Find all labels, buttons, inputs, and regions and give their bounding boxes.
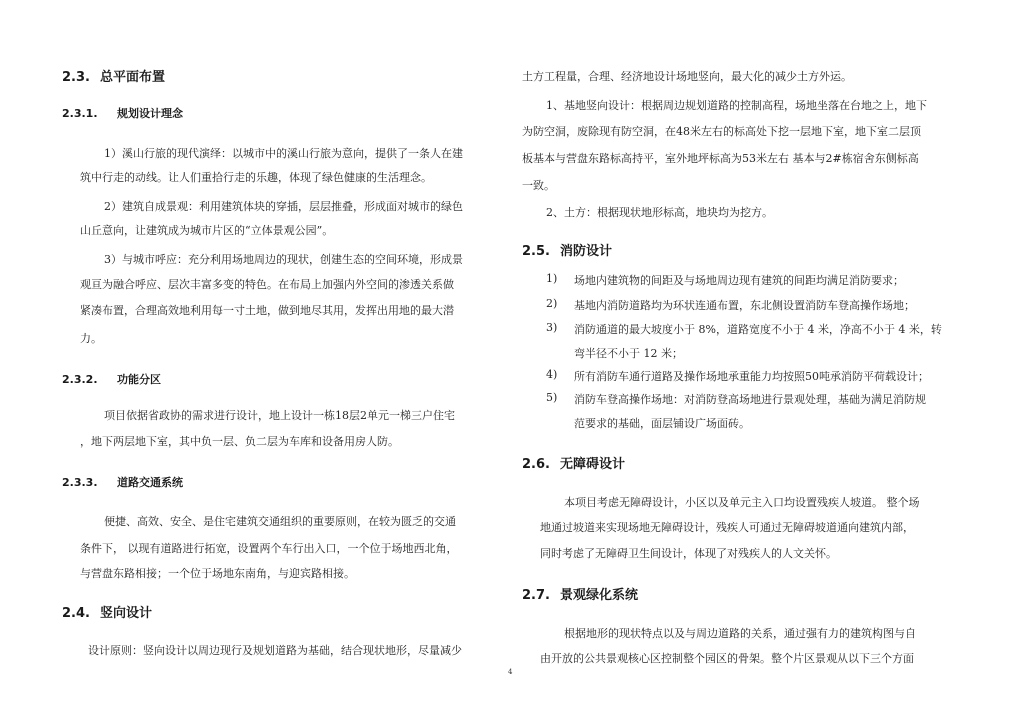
paragraph-line: ，地下两层地下室，其中负一层、负二层为车库和设备用房人防。 (80, 435, 399, 448)
page-number: 4 (508, 668, 513, 676)
list-number: 2) (546, 297, 558, 310)
paragraph-line: 为防空洞，废除现有防空洞，在48米左右的标高处下挖一层地下室，地下室二层顶 (522, 125, 921, 138)
list-number: 4) (546, 368, 558, 381)
heading-title: 景观绿化系统 (560, 588, 639, 603)
paragraph-line: 观亘为融合呼应、层次丰富多变的特色。在布局上加强内外空间的渗透关系做 (80, 278, 454, 291)
heading-title: 总平面布置 (100, 70, 166, 85)
heading-title: 消防设计 (560, 244, 613, 259)
heading-2-3-3 (62, 474, 183, 490)
list-item: 消防通道的最大坡度小于 8%，道路宽度不小于 4 米，净高不小于 4 米，转 (574, 323, 942, 336)
paragraph-line: 山丘意向，让建筑成为城市片区的“立体景观公园”。 (80, 224, 334, 237)
list-number: 3) (546, 321, 558, 334)
paragraph-line: 土方工程量，合理、经济地设计场地竖向，最大化的减少土方外运。 (522, 70, 852, 83)
list-item: 消防车登高操作场地：对消防登高场地进行景观处理，基础为满足消防规 (574, 393, 926, 406)
heading-title: 规划设计理念 (117, 107, 183, 120)
heading-number: 2.3.1. (62, 107, 98, 120)
paragraph-line: 3）与城市呼应：充分利用场地周边的现状，创建生态的空间环境，形成景 (104, 253, 463, 266)
paragraph-line: 条件下， 以现有道路进行拓宽，设置两个车行出入口，一个位于场地西北角， (80, 542, 458, 555)
heading-number: 2.3. (62, 70, 90, 85)
heading-2-6 (522, 453, 625, 472)
heading-2-7 (522, 584, 638, 603)
paragraph-line: 本项目考虑无障碍设计，小区以及单元主入口均设置残疾人坡道。 整个场 (564, 496, 920, 509)
list-item-continued: 弯半径不小于 12 米； (574, 347, 683, 360)
heading-2-3-1 (62, 105, 183, 121)
paragraph-line: 一致。 (522, 179, 555, 192)
paragraph-line: 由开放的公共景观核心区控制整个园区的骨架。整个片区景观从以下三个方面 (540, 652, 914, 665)
heading-number: 2.3.2. (62, 373, 98, 386)
list-item: 基地内消防道路均为环状连通布置，东北侧设置消防车登高操作场地； (574, 299, 915, 312)
heading-number: 2.4. (62, 606, 90, 621)
heading-2-3 (62, 66, 165, 85)
paragraph-line: 便捷、高效、安全、是住宅建筑交通组织的重要原则，在较为匮乏的交通 (104, 515, 456, 528)
heading-number: 2.5. (522, 244, 550, 259)
heading-title: 道路交通系统 (117, 476, 183, 489)
list-item: 所有消防车通行道路及操作场地承重能力均按照50吨承消防平荷载设计； (574, 370, 929, 383)
paragraph-line: 1）溪山行旅的现代演绎：以城市中的溪山行旅为意向，提供了一条人在建 (104, 147, 463, 160)
paragraph-line: 筑中行走的动线。让人们重拾行走的乐趣，体现了绿色健康的生活理念。 (80, 171, 432, 184)
heading-number: 2.6. (522, 457, 550, 472)
paragraph-line: 设计原则：竖向设计以周边现行及规划道路为基础，结合现状地形，尽量减少 (88, 644, 462, 657)
list-item: 场地内建筑物的间距及与场地周边现有建筑的间距均满足消防要求； (574, 274, 904, 287)
heading-title: 无障碍设计 (560, 457, 626, 472)
heading-2-5 (522, 240, 612, 259)
heading-2-4 (62, 602, 152, 621)
heading-title: 功能分区 (117, 373, 161, 386)
list-number: 1) (546, 272, 558, 285)
paragraph-line: 同时考虑了无障碍卫生间设计，体现了对残疾人的人文关怀。 (540, 547, 837, 560)
paragraph-line: 紧凑布置，合理高效地利用每一寸土地，做到地尽其用，发挥出用地的最大潜 (80, 304, 454, 317)
heading-title: 竖向设计 (100, 606, 153, 621)
paragraph-line: 项目依据省政协的需求进行设计，地上设计一栋18层2单元一梯三户住宅 (104, 409, 455, 422)
paragraph-line: 地通过坡道来实现场地无障碍设计，残疾人可通过无障碍坡道通向建筑内部， (540, 521, 914, 534)
paragraph-line: 力。 (80, 332, 102, 345)
paragraph-line: 2、土方：根据现状地形标高，地块均为挖方。 (546, 206, 773, 219)
paragraph-line: 板基本与营盘东路标高持平，室外地坪标高为53米左右 基本与2#栋宿舍东侧标高 (522, 152, 919, 165)
heading-2-3-2 (62, 371, 161, 387)
list-number: 5) (546, 391, 558, 404)
paragraph-line: 根据地形的现状特点以及与周边道路的关系，通过强有力的建筑构图与自 (564, 627, 916, 640)
list-item-continued: 范要求的基础，面层铺设广场面砖。 (574, 417, 750, 430)
paragraph-line: 与营盘东路相接；一个位于场地东南角，与迎宾路相接。 (80, 567, 355, 580)
paragraph-line: 1、基地竖向设计：根据周边规划道路的控制高程，场地坐落在台地之上，地下 (546, 99, 927, 112)
heading-number: 2.7. (522, 588, 550, 603)
paragraph-line: 2）建筑自成景观：利用建筑体块的穿插，层层推叠，形成面对城市的绿色 (104, 200, 463, 213)
heading-number: 2.3.3. (62, 476, 98, 489)
